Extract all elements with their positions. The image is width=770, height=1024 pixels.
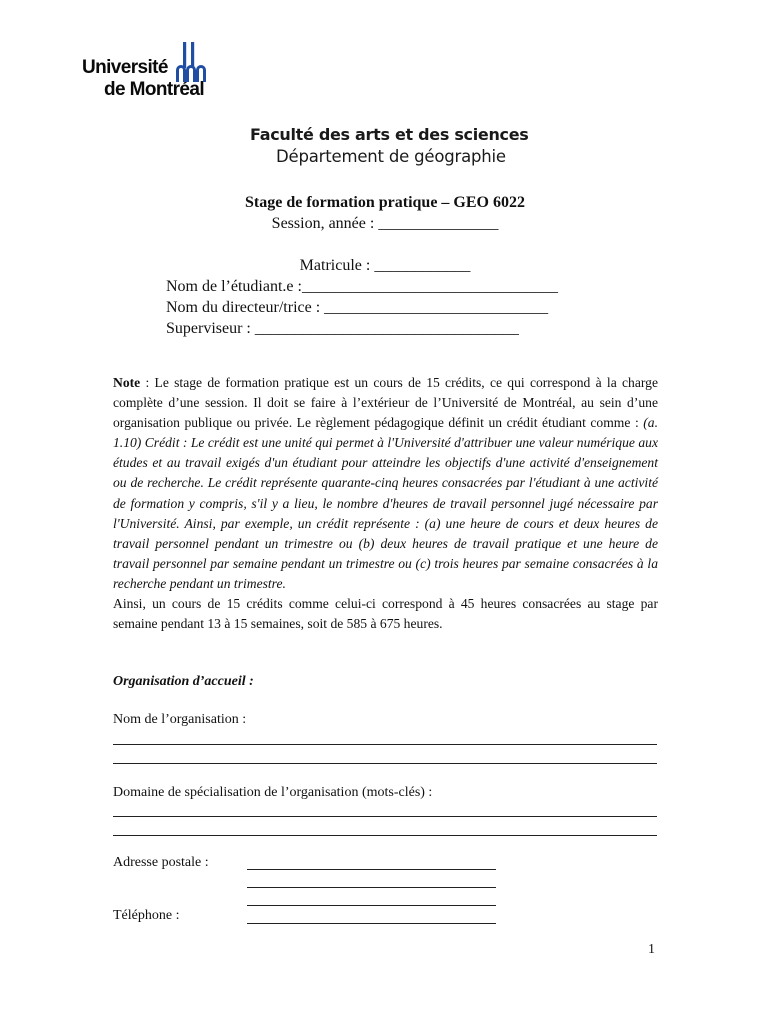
director-name-field[interactable]: Nom du directeur/trice : ____________________________ bbox=[166, 299, 549, 316]
address-line-2[interactable] bbox=[247, 887, 496, 888]
course-title: Stage de formation pratique – GEO 6022 bbox=[245, 194, 525, 211]
universite-de-montreal-logo bbox=[82, 42, 222, 104]
note-paragraph bbox=[113, 373, 658, 634]
page-number: 1 bbox=[648, 942, 655, 957]
domain-label: Domaine de spécialisation de l’organisation (mots-clés) : bbox=[113, 785, 433, 800]
phone-label: Téléphone : bbox=[113, 908, 180, 923]
organisation-name-line-2[interactable] bbox=[113, 763, 657, 764]
domain-line-1[interactable] bbox=[113, 816, 657, 817]
department-name: Département de géographie bbox=[276, 147, 506, 166]
matricule-field[interactable]: Matricule : ____________ bbox=[299, 257, 471, 274]
organisation-name-label: Nom de l’organisation : bbox=[113, 712, 247, 727]
note-conclusion: Ainsi, un cours de 15 crédits comme celui-ci correspond à 45 heures consacrées au stage par semaine pendant 13 à 15 semaines, soit de 585 à 675 heures. bbox=[113, 596, 658, 632]
phone-line[interactable] bbox=[247, 923, 496, 924]
logo-line-1: Université bbox=[82, 57, 168, 78]
organisation-name-line-1[interactable] bbox=[113, 744, 657, 745]
supervisor-field[interactable]: Superviseur : _________________________________ bbox=[166, 320, 519, 337]
credit-definition: (a. 1.10) Crédit : Le crédit est une unité qui permet à l'Université d'attribuer une valeur numérique aux études et au travail exigés d'un étudiant pour atteindre les objectifs d'une activité d'enseignement ou de recherche. Le crédit représente quarante-cinq heures consacrées par l'étudiant à une activité de formation y compris, s'il y a lieu, le nombre d'heures de travail personnel jugé nécessaire par l'Université. Ainsi, par exemple, un crédit représente : (a) une heure de cours et deux heures de travail personnel pendant un trimestre ou (b) deux heures de travail pratique et une heure de travail personnel par semaine pendant un trimestre ou (c) trois heures par semaine consacrées à la recherche pendant un trimestre. bbox=[113, 415, 658, 591]
address-line-3[interactable] bbox=[247, 905, 496, 906]
student-name-field[interactable]: Nom de l’étudiant.e :________________________________ bbox=[166, 278, 558, 295]
faculty-name: Faculté des arts et des sciences bbox=[250, 125, 529, 144]
address-label: Adresse postale : bbox=[113, 855, 209, 870]
note-intro: : Le stage de formation pratique est un cours de 15 crédits, ce qui correspond à la charge complète d’une session. Il doit se faire à l’extérieur de l’Université de Montréal, au sein d’une organisation publique ou privée. Le règlement pédagogique définit un crédit étudiant comme : bbox=[113, 375, 658, 431]
note-label: Note bbox=[113, 375, 141, 390]
session-field[interactable]: Session, année : _______________ bbox=[271, 215, 499, 232]
domain-line-2[interactable] bbox=[113, 835, 657, 836]
udem-emblem-icon bbox=[174, 42, 214, 82]
address-line-1[interactable] bbox=[247, 869, 496, 870]
organisation-heading: Organisation d’accueil : bbox=[113, 674, 254, 689]
logo-line-2: de Montréal bbox=[104, 79, 205, 100]
